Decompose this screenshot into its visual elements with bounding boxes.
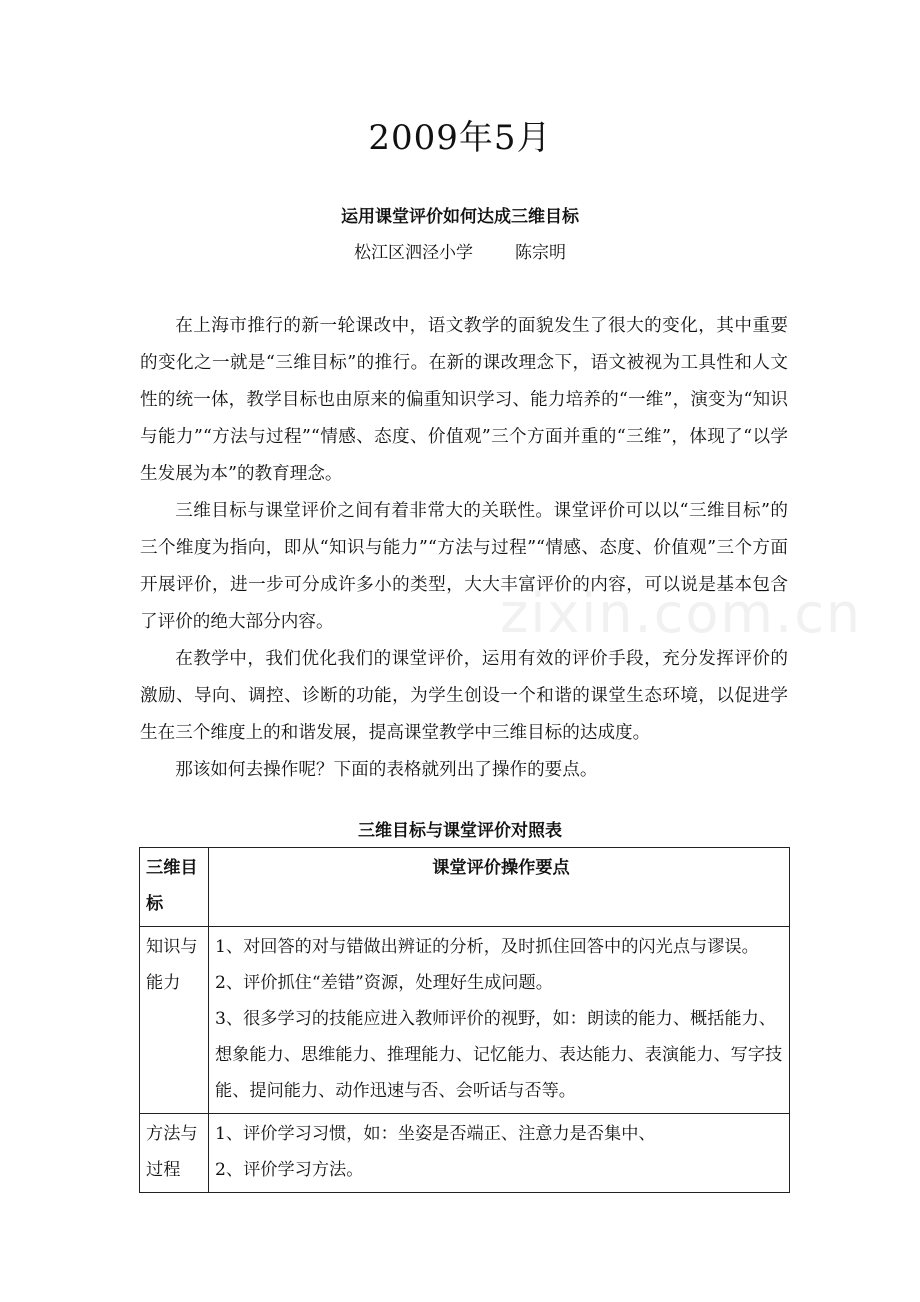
table-row <box>140 1114 790 1193</box>
points-cell <box>209 1114 790 1193</box>
school-name: 松江区泗泾小学 <box>354 243 473 263</box>
column-header-goal: 三维目标 <box>140 848 209 927</box>
table-row <box>140 927 790 1114</box>
table-header-row <box>140 848 790 927</box>
paragraph: 那该如何去操作呢？下面的表格就列出了操作的要点。 <box>175 760 598 780</box>
article-title: 运用课堂评价如何达成三维目标 <box>341 207 579 227</box>
evaluation-point: 1、对回答的对与错做出辨证的分析，及时抓住回答中的闪光点与谬误。 <box>215 937 759 957</box>
evaluation-point: 2、评价抓住“差错”资源，处理好生成问题。 <box>215 973 553 993</box>
paragraph: 三维目标与课堂评价之间有着非常大的关联性。课堂评价可以以“三维目标”的三个维度为指向，即从“知识与能力”“方法与过程”“情感、态度、价值观”三个方面开展评价，进一步可分成许多小的类型，大大丰富评价的内容，可以说是基本包含了评价的绝大部分内容。 <box>140 501 788 632</box>
evaluation-point: 2、评价学习方法。 <box>215 1160 364 1180</box>
evaluation-point: 3、很多学习的技能应进入教师评价的视野，如：朗读的能力、概括能力、想象能力、思维能力、推理能力、记忆能力、表达能力、表演能力、写字技能、提问能力、动作迅速与否、会听话与否等。 <box>215 1009 783 1101</box>
column-header-points: 课堂评价操作要点 <box>209 848 790 927</box>
date-heading: 2009年5月 <box>368 118 552 158</box>
table-title: 三维目标与课堂评价对照表 <box>358 821 562 841</box>
points-cell <box>209 927 790 1114</box>
paragraph: 在上海市推行的新一轮课改中，语文教学的面貌发生了很大的变化，其中重要的变化之一就是“三维目标”的推行。在新的课改理念下，语文被视为工具性和人文性的统一体，教学目标也由原来的偏重知识学习、能力培养的“一维”，演变为“知识与能力”“方法与过程”“情感、态度、价值观”三个方面并重的“三维”，体现了“以学生发展为本”的教育理念。 <box>140 316 788 484</box>
author-name: 陈宗明 <box>515 243 566 263</box>
watermark: zixin.com.cn <box>500 582 863 645</box>
article-body <box>140 308 788 789</box>
evaluation-point: 1、评价学习习惯，如：坐姿是否端正、注意力是否集中、 <box>215 1124 656 1144</box>
byline <box>0 238 920 263</box>
comparison-table <box>139 847 790 1193</box>
goal-cell: 方法与过程 <box>140 1114 209 1193</box>
paragraph: 在教学中，我们优化我们的课堂评价，运用有效的评价手段，充分发挥评价的激励、导向、调控、诊断的功能，为学生创设一个和谐的课堂生态环境，以促进学生在三个维度上的和谐发展，提高课堂教学中三维目标的达成度。 <box>140 649 788 743</box>
goal-cell: 知识与能力 <box>140 927 209 1114</box>
